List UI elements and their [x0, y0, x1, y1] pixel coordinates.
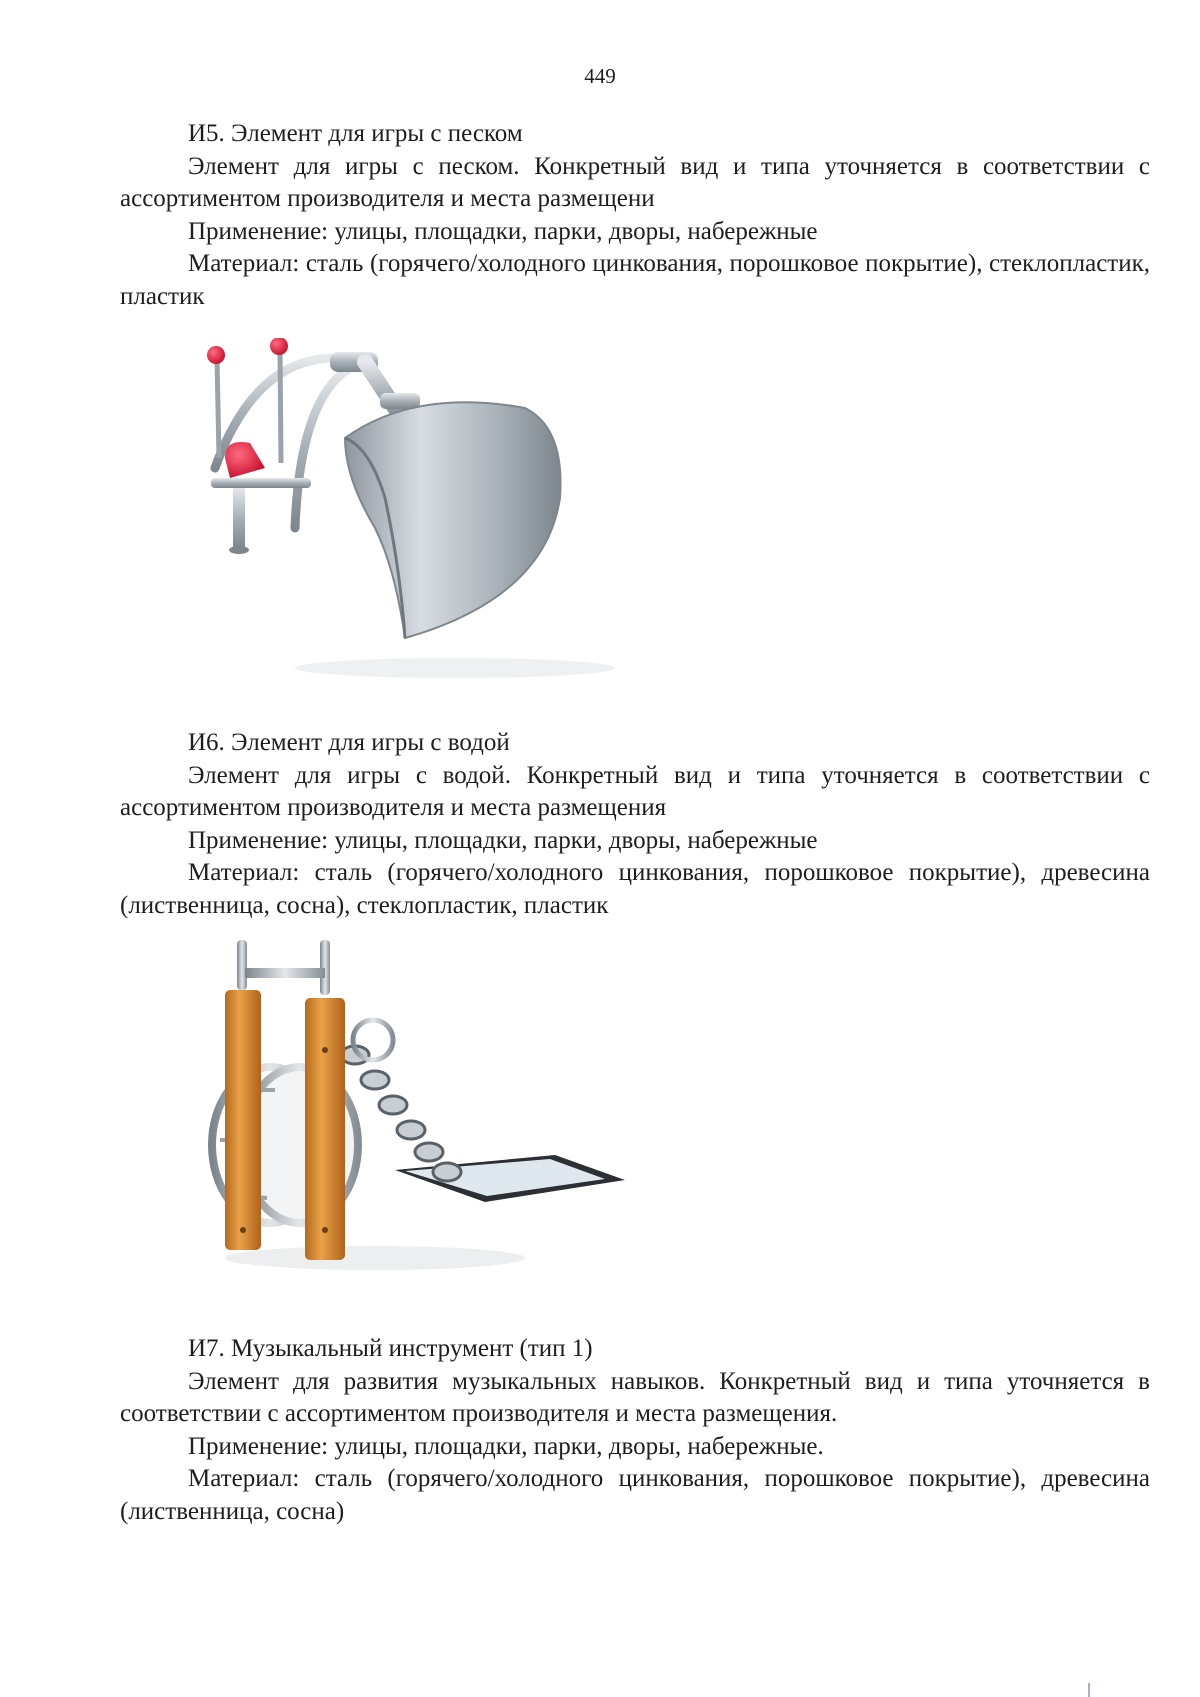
- section-heading: И7. Музыкальный инструмент (тип 1): [188, 1335, 593, 1362]
- section-heading: И5. Элемент для игры с песком: [188, 120, 523, 147]
- section-description: Элемент для игры с песком. Конкретный вид и типа уточняется в соответствии с ассортиментом производителя и места размещени: [120, 152, 1150, 212]
- section-application: Применение: улицы, площадки, парки, дворы, набережные: [188, 217, 818, 245]
- section-material: Материал: сталь (горячего/холодного цинкования, порошковое покрытие), древесина (лиственница, сосна), стеклопластик, пластик: [120, 859, 1150, 919]
- section-application: Применение: улицы, площадки, парки, дворы, набережные: [188, 826, 818, 854]
- section-material: Материал: сталь (горячего/холодного цинкования, порошковое покрытие), древесина (лиственница, сосна): [120, 1465, 1150, 1525]
- section-music-instrument: [120, 1333, 1150, 1528]
- water-play-figure: [195, 940, 635, 1280]
- sand-digger-icon: [195, 338, 625, 688]
- page-edge-mark: [1088, 1683, 1090, 1697]
- sand-digger-figure: [195, 338, 625, 688]
- water-play-icon: [195, 940, 635, 1280]
- section-material: Материал: сталь (горячего/холодного цинкования, порошковое покрытие), стеклопластик, пластик: [120, 250, 1150, 310]
- section-sand-play: [120, 118, 1150, 313]
- page-number: 449: [584, 64, 616, 88]
- section-application: Применение: улицы, площадки, парки, дворы, набережные.: [188, 1432, 824, 1460]
- section-heading: И6. Элемент для игры с водой: [188, 729, 510, 756]
- section-water-play: [120, 727, 1150, 922]
- section-description: Элемент для игры с водой. Конкретный вид и типа уточняется в соответствии с ассортиментом производителя и места размещения: [120, 761, 1150, 821]
- section-description: Элемент для развития музыкальных навыков. Конкретный вид и типа уточняется в соответствии с ассортиментом производителя и места размещения.: [120, 1367, 1150, 1427]
